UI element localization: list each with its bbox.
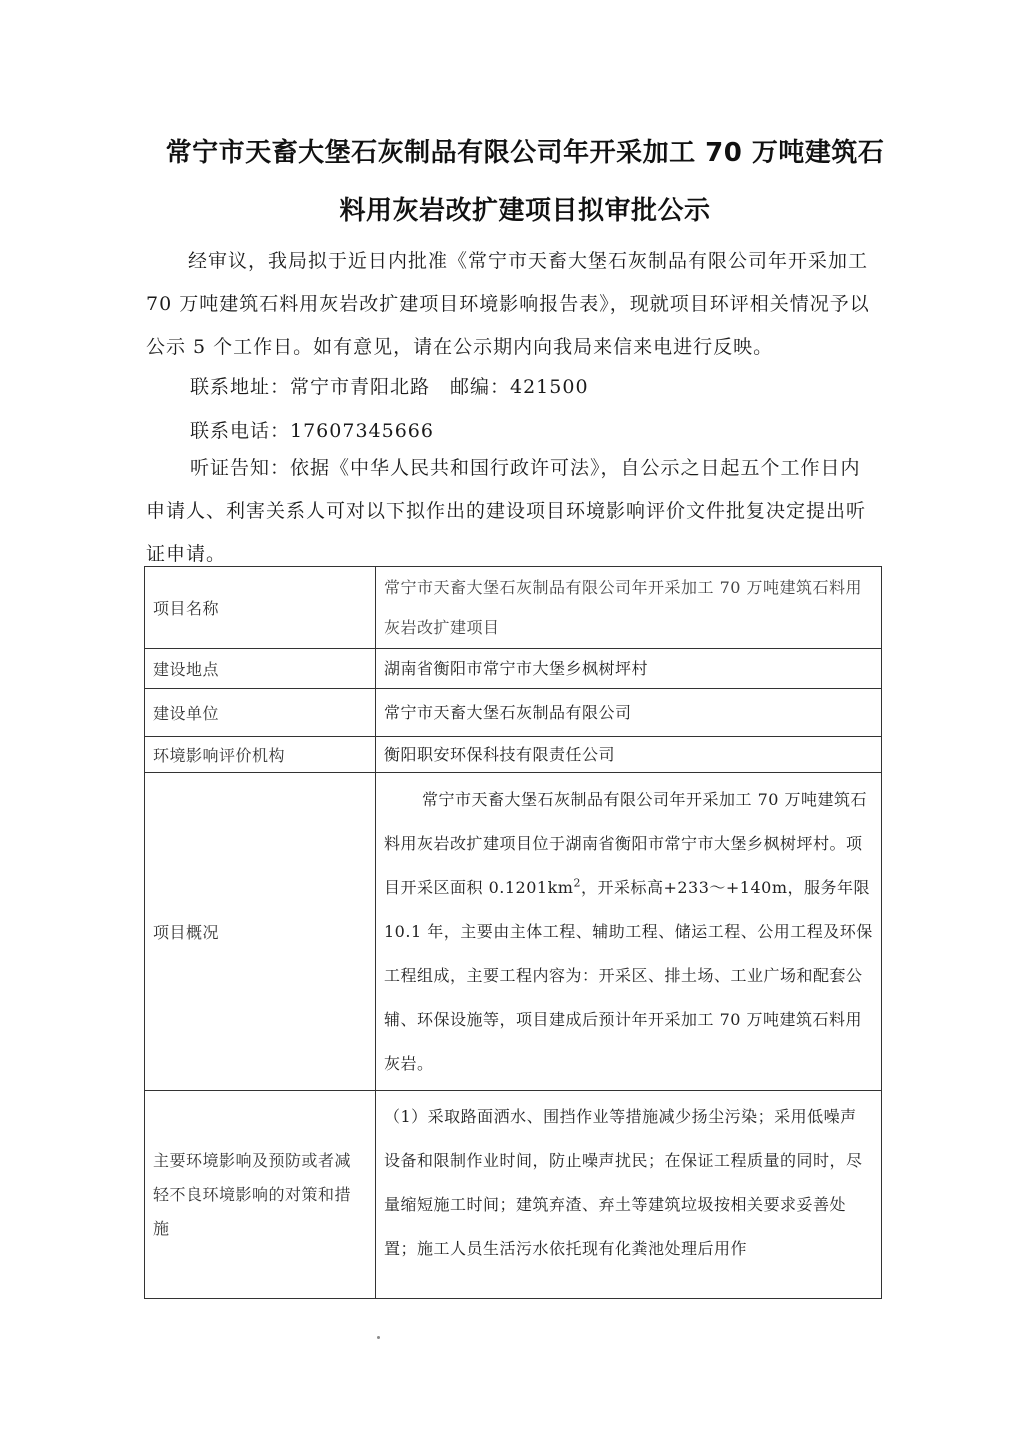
- intro-paragraph: 经审议，我局拟于近日内批准《常宁市天畜大堡石灰制品有限公司年开采加工 70 万吨建筑石料用灰岩改扩建项目环境影响报告表》，现就项目环评相关情况予以公示 5 个工作日。如有意见，请在公示期内向我局来信来电进行反映。: [146, 250, 870, 358]
- row-label: 项目名称: [145, 567, 376, 649]
- title-line-2: 料用灰岩改扩建项目拟审批公示: [339, 196, 711, 226]
- row-value: 湖南省衡阳市常宁市大堡乡枫树坪村: [376, 649, 882, 689]
- row-label: 建设单位: [145, 689, 376, 737]
- table-row: [145, 689, 882, 737]
- table-row: [145, 737, 882, 773]
- table-row: [145, 1091, 882, 1299]
- project-info-table: [144, 566, 882, 1299]
- contact-address: 联系地址：常宁市青阳北路 邮编：421500: [190, 376, 589, 398]
- row-label: 环境影响评价机构: [145, 737, 376, 773]
- row-value: 常宁市天畜大堡石灰制品有限公司年开采加工 70 万吨建筑石料用灰岩改扩建项目: [376, 567, 882, 649]
- row-label: 建设地点: [145, 649, 376, 689]
- overview-text-a: 常宁市天畜大堡石灰制品有限公司年开采加工 70 万吨建筑石料用灰岩改扩建项目位于湖南省衡阳市常宁市大堡乡枫树坪村。项目开采区面积 0.1201km: [384, 789, 868, 897]
- overview-superscript: 2: [573, 876, 581, 890]
- table-row: [145, 773, 882, 1091]
- contact-phone: 联系电话：17607345666: [190, 420, 434, 442]
- overview-text-b: ，开采标高+233～+140m，服务年限 10.1 年，主要由主体工程、辅助工程、储运工程、公用工程及环保工程组成，主要工程内容为：开采区、排土场、工业广场和配套公辅、环保设施等，项目建成后预计年开采加工 70 万吨建筑石料用灰岩。: [384, 877, 873, 1073]
- table-row: [145, 649, 882, 689]
- row-value: 衡阳职安环保科技有限责任公司: [376, 737, 882, 773]
- hearing-paragraph: 听证告知：依据《中华人民共和国行政许可法》，自公示之日起五个工作日内申请人、利害关系人可对以下拟作出的建设项目环境影响评价文件批复决定提出听证申请。: [146, 457, 867, 565]
- row-value: [376, 773, 882, 1091]
- row-label: 主要环境影响及预防或者减轻不良环境影响的对策和措施: [145, 1091, 376, 1299]
- paper-speck: [377, 1336, 380, 1339]
- row-value: （1）采取路面洒水、围挡作业等措施减少扬尘污染；采用低噪声设备和限制作业时间，防止噪声扰民；在保证工程质量的同时，尽量缩短施工时间；建筑弃渣、弃土等建筑垃圾按相关要求妥善处置；施工人员生活污水依托现有化粪池处理后用作: [376, 1091, 882, 1299]
- title-line-1: 常宁市天畜大堡石灰制品有限公司年开采加工 70 万吨建筑石: [165, 138, 885, 168]
- table-row: [145, 567, 882, 649]
- row-value: 常宁市天畜大堡石灰制品有限公司: [376, 689, 882, 737]
- row-label: 项目概况: [145, 773, 376, 1091]
